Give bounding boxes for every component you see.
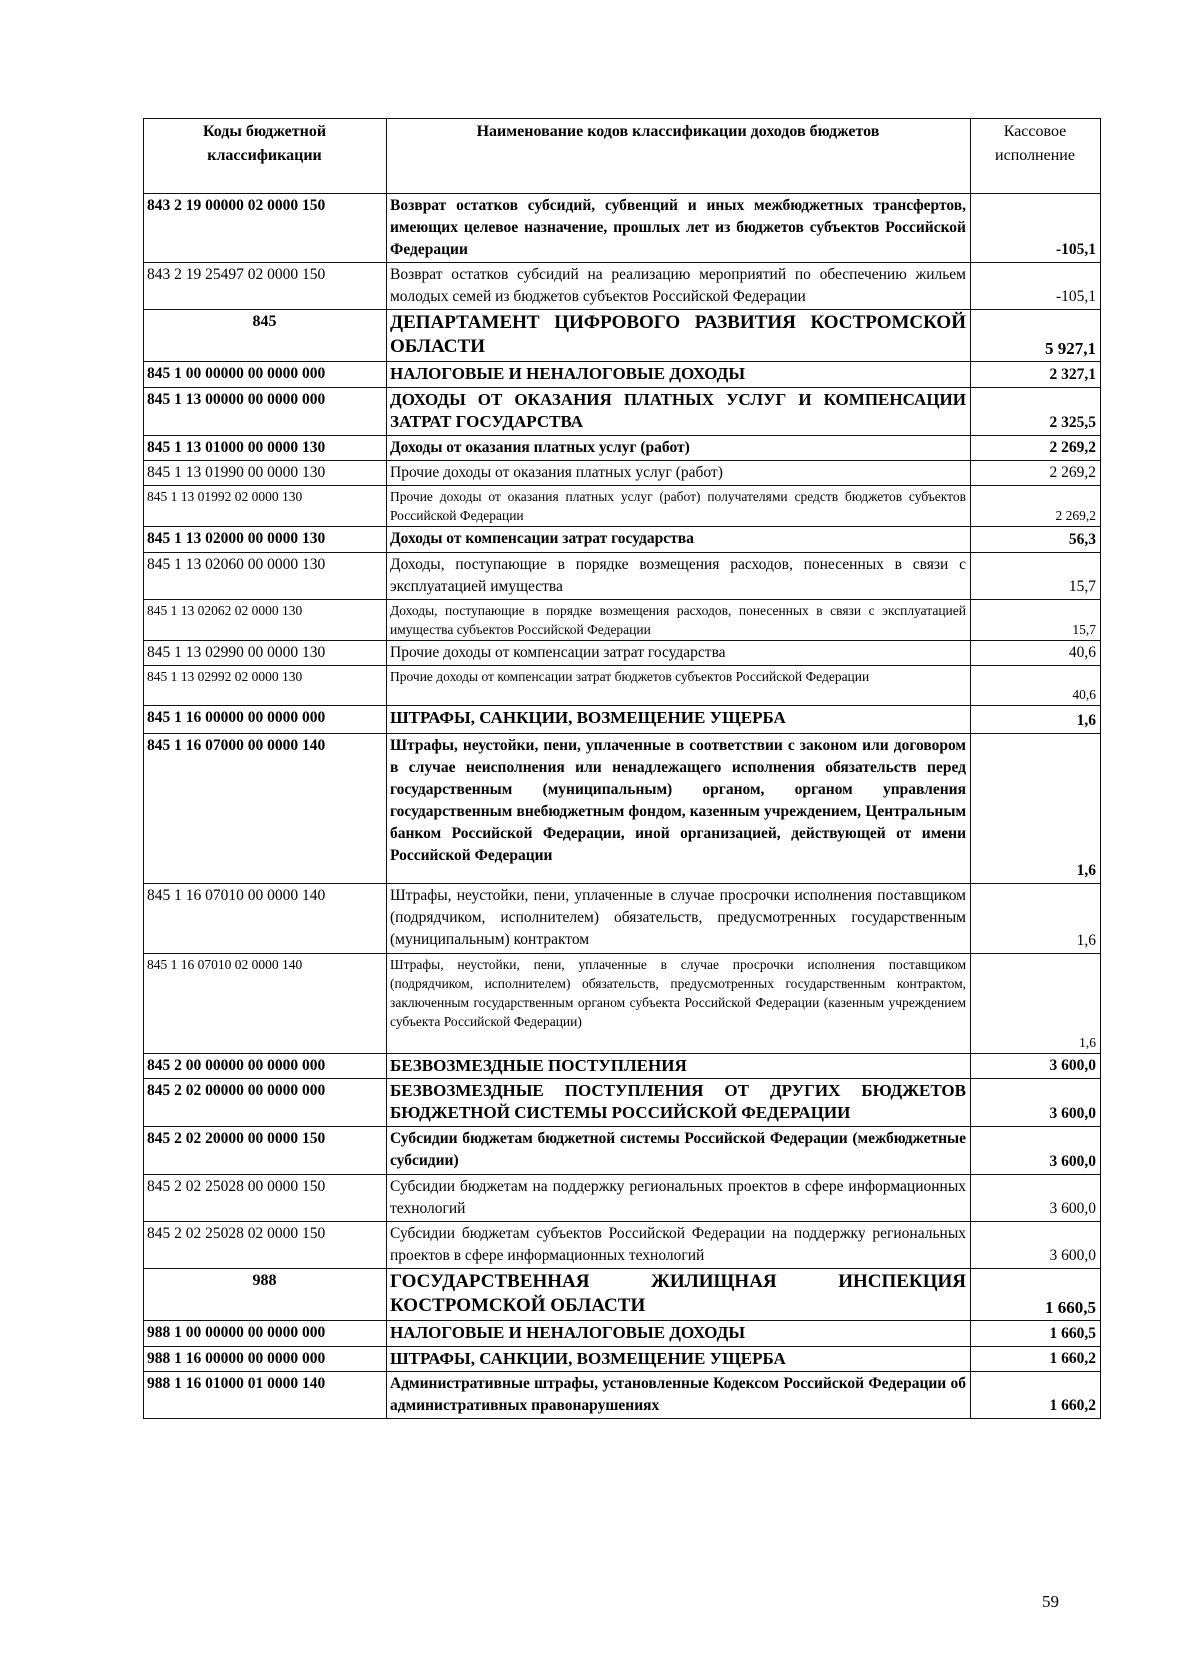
row-name: Прочие доходы от компенсации затрат государства	[387, 641, 971, 666]
table-row	[144, 310, 1101, 362]
row-name: Доходы, поступающие в порядке возмещения расходов, понесенных в связи с эксплуатацией имущества субъектов Российской Федерации	[387, 600, 971, 641]
table-row	[144, 1347, 1101, 1372]
row-code: 845 2 02 25028 02 0000 150	[144, 1222, 387, 1269]
table-row	[144, 666, 1101, 706]
row-name: Прочие доходы от оказания платных услуг (работ)	[387, 461, 971, 486]
row-name: Доходы от компенсации затрат государства	[387, 527, 971, 553]
table-row	[144, 1079, 1101, 1127]
table-row	[144, 362, 1101, 388]
row-name: ДЕПАРТАМЕНТ ЦИФРОВОГО РАЗВИТИЯ КОСТРОМСКОЙ ОБЛАСТИ	[387, 310, 971, 362]
row-name: Субсидии бюджетам на поддержку региональных проектов в сфере информационных технологий	[387, 1175, 971, 1222]
row-code: 843 2 19 00000 02 0000 150	[144, 194, 387, 263]
row-value: 1 660,5	[971, 1269, 1101, 1321]
row-name: БЕЗВОЗМЕЗДНЫЕ ПОСТУПЛЕНИЯ ОТ ДРУГИХ БЮДЖЕТОВ БЮДЖЕТНОЙ СИСТЕМЫ РОССИЙСКОЙ ФЕДЕРАЦИИ	[387, 1079, 971, 1127]
row-name: Прочие доходы от компенсации затрат бюджетов субъектов Российской Федерации	[387, 666, 971, 706]
row-value: 2 327,1	[971, 362, 1101, 388]
row-value: 5 927,1	[971, 310, 1101, 362]
row-code: 845 2 02 20000 00 0000 150	[144, 1127, 387, 1175]
row-code: 845 1 16 07010 02 0000 140	[144, 954, 387, 1054]
row-value: -105,1	[971, 263, 1101, 310]
row-value: 1,6	[971, 706, 1101, 734]
row-value: 1 660,5	[971, 1321, 1101, 1347]
row-value: 56,3	[971, 527, 1101, 553]
row-code: 845 1 13 02000 00 0000 130	[144, 527, 387, 553]
table-row	[144, 954, 1101, 1054]
row-name: НАЛОГОВЫЕ И НЕНАЛОГОВЫЕ ДОХОДЫ	[387, 362, 971, 388]
row-code: 988	[144, 1269, 387, 1321]
row-name: НАЛОГОВЫЕ И НЕНАЛОГОВЫЕ ДОХОДЫ	[387, 1321, 971, 1347]
table-row	[144, 734, 1101, 884]
row-code: 845 1 16 07010 00 0000 140	[144, 884, 387, 954]
row-name: Доходы, поступающие в порядке возмещения расходов, понесенных в связи с эксплуатацией имущества	[387, 553, 971, 600]
row-code: 845 2 02 25028 00 0000 150	[144, 1175, 387, 1222]
row-code: 845 1 13 02062 02 0000 130	[144, 600, 387, 641]
row-value: 1 660,2	[971, 1347, 1101, 1372]
table-row	[144, 1127, 1101, 1175]
row-code: 845 1 00 00000 00 0000 000	[144, 362, 387, 388]
row-code: 845 2 00 00000 00 0000 000	[144, 1054, 387, 1079]
table-row	[144, 527, 1101, 553]
table-row	[144, 194, 1101, 263]
table-row	[144, 486, 1101, 527]
row-value: 2 269,2	[971, 461, 1101, 486]
row-value: 2 269,2	[971, 486, 1101, 527]
row-code: 988 1 00 00000 00 0000 000	[144, 1321, 387, 1347]
row-code: 845 2 02 00000 00 0000 000	[144, 1079, 387, 1127]
table-row	[144, 461, 1101, 486]
row-value: 3 600,0	[971, 1127, 1101, 1175]
row-value: -105,1	[971, 194, 1101, 263]
table-row	[144, 263, 1101, 310]
table-row	[144, 1175, 1101, 1222]
row-name: Субсидии бюджетам субъектов Российской Федерации на поддержку региональных проектов в сфере информационных технологий	[387, 1222, 971, 1269]
row-value: 1,6	[971, 884, 1101, 954]
row-name: Субсидии бюджетам бюджетной системы Российской Федерации (межбюджетные субсидии)	[387, 1127, 971, 1175]
row-value: 2 269,2	[971, 436, 1101, 461]
table-row	[144, 706, 1101, 734]
table-row	[144, 1269, 1101, 1321]
revenue-table	[143, 118, 1101, 1419]
header-names: Наименование кодов классификации доходов бюджетов	[387, 119, 971, 194]
row-code: 988 1 16 01000 01 0000 140	[144, 1372, 387, 1419]
table-row	[144, 553, 1101, 600]
row-value: 15,7	[971, 553, 1101, 600]
row-name: Административные штрафы, установленные Кодексом Российской Федерации об административных правонарушениях	[387, 1372, 971, 1419]
header-codes: Коды бюджетной классификации	[144, 119, 387, 194]
row-name: Штрафы, неустойки, пени, уплаченные в соответствии с законом или договором в случае неисполнения или ненадлежащего исполнения обязательств перед государственным (муниципальным) органом, органом управления государственным внебюджетным фондом, казенным учреждением, Центральным банком Российской Федерации, иной организацией, действующей от имени Российской Федерации	[387, 734, 971, 884]
table-row	[144, 641, 1101, 666]
row-name: БЕЗВОЗМЕЗДНЫЕ ПОСТУПЛЕНИЯ	[387, 1054, 971, 1079]
row-code: 845 1 13 02060 00 0000 130	[144, 553, 387, 600]
row-code: 845 1 13 00000 00 0000 000	[144, 388, 387, 436]
table-row	[144, 1222, 1101, 1269]
row-value: 1 660,2	[971, 1372, 1101, 1419]
table-row	[144, 1321, 1101, 1347]
table-row	[144, 884, 1101, 954]
row-code: 845 1 13 01990 00 0000 130	[144, 461, 387, 486]
row-value: 1,6	[971, 734, 1101, 884]
row-name: ШТРАФЫ, САНКЦИИ, ВОЗМЕЩЕНИЕ УЩЕРБА	[387, 706, 971, 734]
row-value: 40,6	[971, 641, 1101, 666]
row-code: 845 1 13 02990 00 0000 130	[144, 641, 387, 666]
row-name: Штрафы, неустойки, пени, уплаченные в случае просрочки исполнения поставщиком (подрядчиком, исполнителем) обязательств, предусмотренных государственным контрактом, заключенным государственным органом субъекта Российской Федерации (казенным учреждением субъекта Российской Федерации)	[387, 954, 971, 1054]
header-execution: Кассовое исполнение	[971, 119, 1101, 194]
row-code: 845 1 13 02992 02 0000 130	[144, 666, 387, 706]
page-number: 59	[1042, 1592, 1059, 1611]
row-code: 988 1 16 00000 00 0000 000	[144, 1347, 387, 1372]
row-name: Штрафы, неустойки, пени, уплаченные в случае просрочки исполнения поставщиком (подрядчиком, исполнителем) обязательств, предусмотренных государственным (муниципальным) контрактом	[387, 884, 971, 954]
row-name: Доходы от оказания платных услуг (работ)	[387, 436, 971, 461]
row-value: 3 600,0	[971, 1054, 1101, 1079]
row-code: 845 1 13 01000 00 0000 130	[144, 436, 387, 461]
table-row	[144, 1372, 1101, 1419]
row-code: 845 1 13 01992 02 0000 130	[144, 486, 387, 527]
table-row	[144, 436, 1101, 461]
row-value: 40,6	[971, 666, 1101, 706]
row-name: ШТРАФЫ, САНКЦИИ, ВОЗМЕЩЕНИЕ УЩЕРБА	[387, 1347, 971, 1372]
row-code: 845	[144, 310, 387, 362]
row-value: 1,6	[971, 954, 1101, 1054]
table-row	[144, 1054, 1101, 1079]
row-value: 3 600,0	[971, 1222, 1101, 1269]
row-code: 845 1 16 00000 00 0000 000	[144, 706, 387, 734]
row-code: 845 1 16 07000 00 0000 140	[144, 734, 387, 884]
row-code: 843 2 19 25497 02 0000 150	[144, 263, 387, 310]
row-name: Возврат остатков субсидий, субвенций и иных межбюджетных трансфертов, имеющих целевое назначение, прошлых лет из бюджетов субъектов Российской Федерации	[387, 194, 971, 263]
row-value: 2 325,5	[971, 388, 1101, 436]
table-row	[144, 600, 1101, 641]
row-value: 15,7	[971, 600, 1101, 641]
row-name: Возврат остатков субсидий на реализацию мероприятий по обеспечению жильем молодых семей из бюджетов субъектов Российской Федерации	[387, 263, 971, 310]
row-value: 3 600,0	[971, 1175, 1101, 1222]
table-row	[144, 388, 1101, 436]
row-name: ГОСУДАРСТВЕННАЯ ЖИЛИЩНАЯ ИНСПЕКЦИЯ КОСТРОМСКОЙ ОБЛАСТИ	[387, 1269, 971, 1321]
row-name: ДОХОДЫ ОТ ОКАЗАНИЯ ПЛАТНЫХ УСЛУГ И КОМПЕНСАЦИИ ЗАТРАТ ГОСУДАРСТВА	[387, 388, 971, 436]
row-name: Прочие доходы от оказания платных услуг (работ) получателями средств бюджетов субъектов Российской Федерации	[387, 486, 971, 527]
table-header-row	[144, 119, 1101, 194]
row-value: 3 600,0	[971, 1079, 1101, 1127]
